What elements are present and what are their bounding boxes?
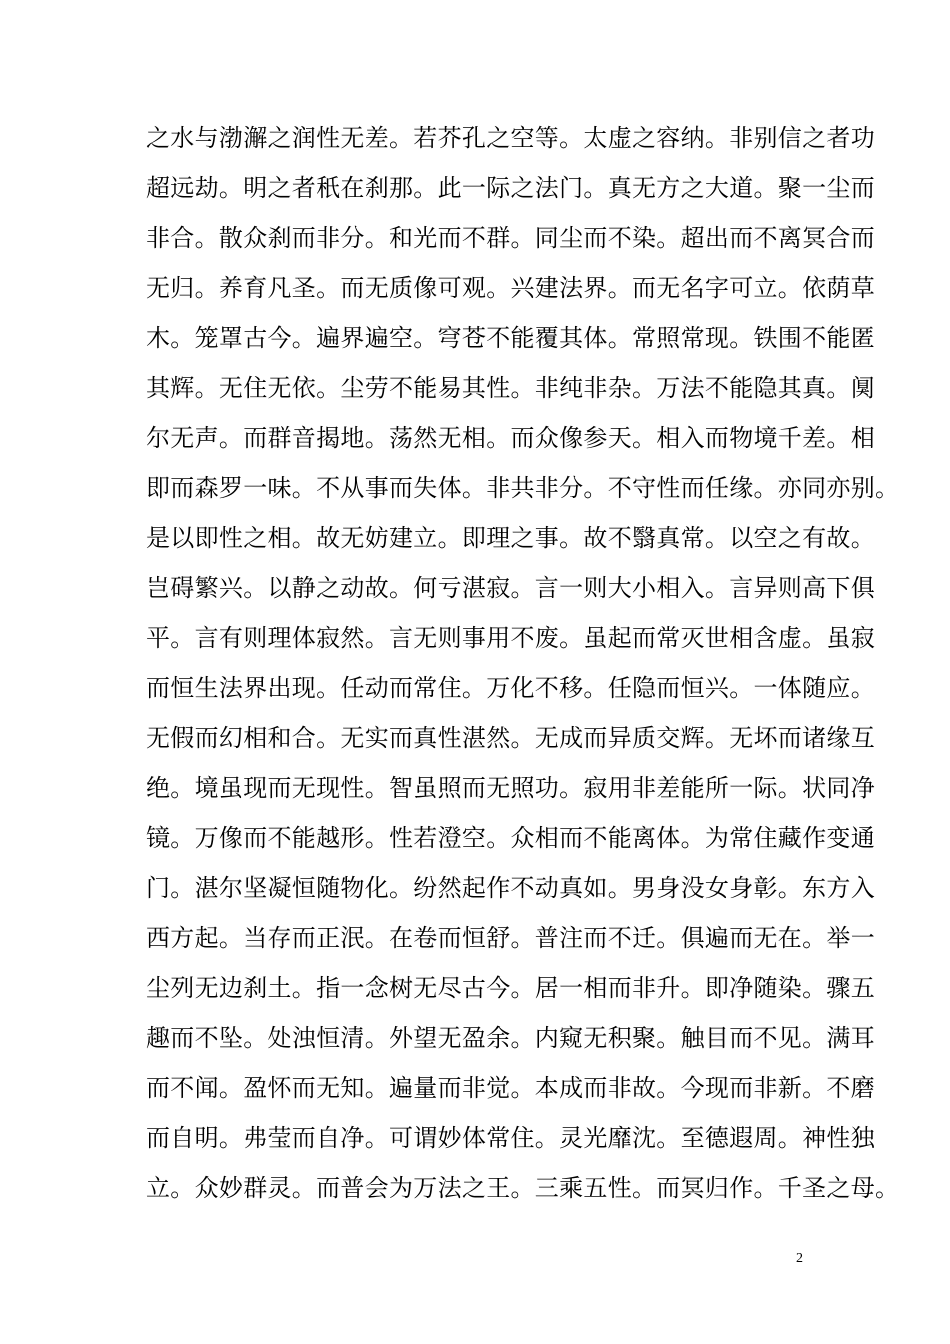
text-line: 而自明。弗莹而自净。可谓妙体常住。灵光靡沈。至德遐周。神性独 (146, 1124, 875, 1152)
text-line: 无归。养育凡圣。而无质像可观。兴建法界。而无名字可立。依荫草 (146, 274, 875, 302)
text-line: 趣而不坠。处浊恒清。外望无盈余。内窥无积聚。触目而不见。满耳 (146, 1024, 875, 1052)
text-line: 岂碍繁兴。以静之动故。何亏湛寂。言一则大小相入。言异则高下俱 (146, 574, 875, 602)
body-text (146, 113, 900, 1213)
text-line: 平。言有则理体寂然。言无则事用不废。虽起而常灭世相含虚。虽寂 (146, 624, 875, 652)
text-line: 是以即性之相。故无妨建立。即理之事。故不翳真常。以空之有故。 (146, 524, 875, 552)
text-line: 无假而幻相和合。无实而真性湛然。无成而异质交辉。无坏而诸缘互 (146, 724, 875, 752)
text-line: 木。笼罩古今。遍界遍空。穹苍不能覆其体。常照常现。铁围不能匿 (146, 324, 875, 352)
text-line: 门。湛尔坚凝恒随物化。纷然起作不动真如。男身没女身彰。东方入 (146, 874, 875, 902)
text-line: 其辉。无住无依。尘劳不能易其性。非纯非杂。万法不能隐其真。阒 (146, 374, 875, 402)
text-line: 立。众妙群灵。而普会为万法之王。三乘五性。而冥归作。千圣之母。 (146, 1174, 900, 1202)
page-number: 2 (796, 1251, 803, 1266)
text-line: 尔无声。而群音揭地。荡然无相。而众像参天。相入而物境千差。相 (146, 424, 875, 452)
text-line: 超远劫。明之者秖在刹那。此一际之法门。真无方之大道。聚一尘而 (146, 174, 875, 202)
text-line: 绝。境虽现而无现性。智虽照而无照功。寂用非差能所一际。状同净 (146, 774, 875, 802)
text-line: 即而森罗一味。不从事而失体。非共非分。不守性而任缘。亦同亦别。 (146, 474, 900, 502)
text-line: 而不闻。盈怀而无知。遍量而非觉。本成而非故。今现而非新。不磨 (146, 1074, 875, 1102)
text-line: 而恒生法界出现。任动而常住。万化不移。任隐而恒兴。一体随应。 (146, 674, 875, 702)
text-line: 镜。万像而不能越形。性若澄空。众相而不能离体。为常住藏作变通 (146, 824, 875, 852)
text-line: 西方起。当存而正泯。在卷而恒舒。普注而不迁。俱遍而无在。举一 (146, 924, 875, 952)
text-line: 非合。散众刹而非分。和光而不群。同尘而不染。超出而不离冥合而 (146, 224, 875, 252)
text-line: 之水与渤澥之润性无差。若芥孔之空等。太虚之容纳。非别信之者功 (146, 124, 875, 152)
text-line: 尘列无边刹土。指一念树无尽古今。居一相而非升。即净随染。骤五 (146, 974, 875, 1002)
